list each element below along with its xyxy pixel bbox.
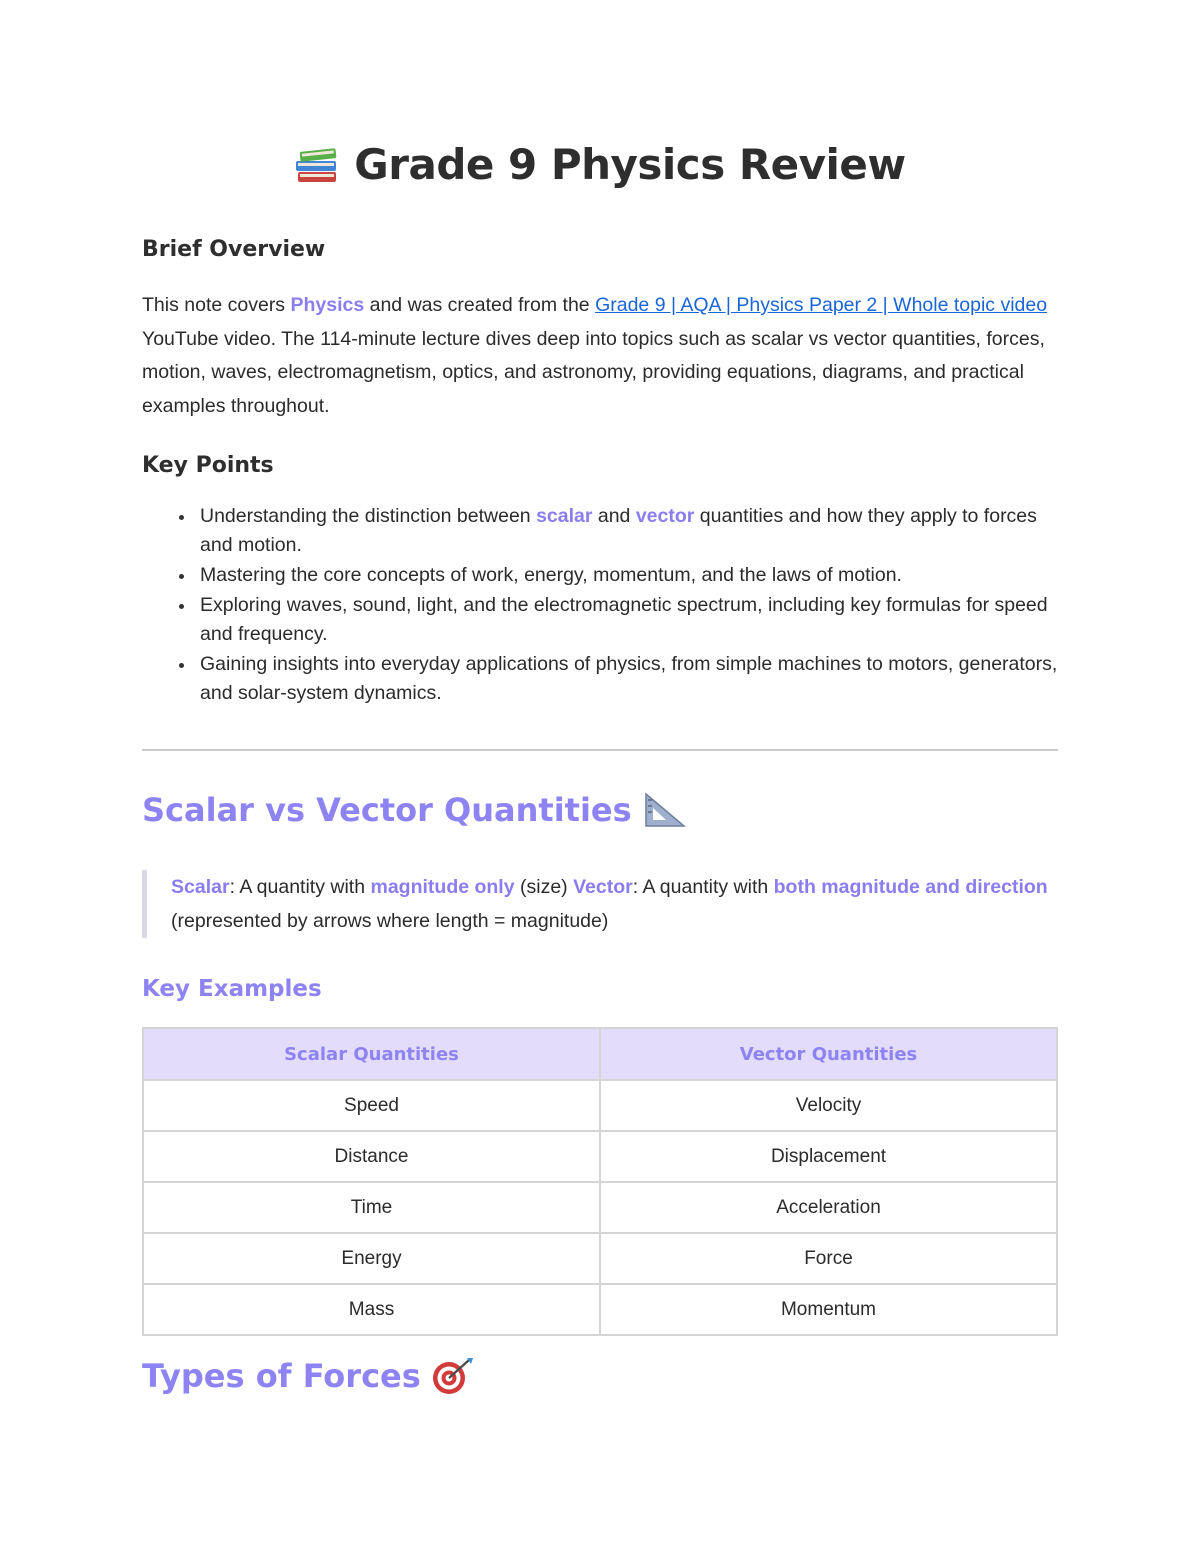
source-video-link[interactable]: Grade 9 | AQA | Physics Paper 2 | Whole topic video bbox=[595, 294, 1048, 316]
magnitude-only-highlight: magnitude only bbox=[370, 876, 515, 898]
quote-text: : A quantity with bbox=[229, 876, 371, 898]
subject-highlight: Physics bbox=[290, 294, 365, 316]
table-row bbox=[143, 1131, 1057, 1182]
section-heading-forces bbox=[142, 1356, 475, 1396]
key-points-list bbox=[142, 502, 1070, 709]
quantities-table bbox=[142, 1027, 1058, 1336]
quote-text: (represented by arrows where length = magnitude) bbox=[171, 910, 609, 932]
key-points-heading: Key Points bbox=[142, 453, 274, 478]
list-item-text: and bbox=[592, 505, 636, 527]
triangular-ruler-icon bbox=[642, 790, 688, 830]
scalar-highlight: scalar bbox=[536, 505, 593, 527]
scalar-term: Scalar bbox=[171, 876, 230, 898]
books-icon bbox=[294, 144, 340, 186]
overview-heading: Brief Overview bbox=[142, 237, 326, 262]
list-item: Exploring waves, sound, light, and the electromagnetic spectrum, including key formulas for speed and frequency. bbox=[200, 591, 1070, 649]
table-row bbox=[143, 1080, 1057, 1131]
section-heading-text: Scalar vs Vector Quantities bbox=[142, 791, 632, 829]
overview-text: YouTube video. The 114-minute lecture dives deep into topics such as scalar vs vector quantities, forces, motion, waves, electromagnetism, optics, and astronomy, providing equations, diagrams, and practical examples throughout. bbox=[142, 327, 1045, 417]
list-item: Mastering the core concepts of work, energy, momentum, and the laws of motion. bbox=[200, 561, 1070, 590]
key-examples-heading: Key Examples bbox=[142, 976, 322, 1002]
table-header-row bbox=[143, 1028, 1057, 1080]
quote-text: (size) bbox=[514, 876, 574, 898]
list-item-text: Understanding the distinction between bbox=[200, 505, 537, 527]
magnitude-direction-highlight: both magnitude and direction bbox=[773, 876, 1048, 898]
overview-text: This note covers bbox=[142, 294, 291, 316]
section-heading-scalar-vector bbox=[142, 790, 688, 830]
list-item: Gaining insights into everyday applications of physics, from simple machines to motors, generators, and solar-system dynamics. bbox=[200, 650, 1070, 708]
table-row bbox=[143, 1182, 1057, 1233]
page-title: Grade 9 Physics Review bbox=[354, 140, 906, 189]
overview-paragraph bbox=[142, 289, 1058, 423]
title-row bbox=[142, 140, 1058, 189]
table-cell: Speed bbox=[143, 1080, 600, 1131]
table-cell: Time bbox=[143, 1182, 600, 1233]
table-cell: Energy bbox=[143, 1233, 600, 1284]
table-header-scalar: Scalar Quantities bbox=[143, 1028, 600, 1080]
quote-text: : A quantity with bbox=[632, 876, 774, 898]
definition-quote bbox=[142, 870, 1058, 938]
table-cell: Distance bbox=[143, 1131, 600, 1182]
overview-text: and was created from the bbox=[364, 294, 596, 316]
table-row bbox=[143, 1233, 1057, 1284]
vector-term: Vector bbox=[573, 876, 633, 898]
target-icon bbox=[431, 1356, 475, 1396]
table-cell: Velocity bbox=[600, 1080, 1057, 1131]
list-item-text: quantities and how they apply to forces and motion. bbox=[200, 505, 1037, 556]
table-cell: Momentum bbox=[600, 1284, 1057, 1335]
table-cell: Displacement bbox=[600, 1131, 1057, 1182]
table-row bbox=[143, 1284, 1057, 1335]
table-cell: Force bbox=[600, 1233, 1057, 1284]
table-cell: Mass bbox=[143, 1284, 600, 1335]
vector-highlight: vector bbox=[635, 505, 695, 527]
list-item bbox=[200, 502, 1070, 560]
section-heading-text: Types of Forces bbox=[142, 1357, 421, 1395]
table-header-vector: Vector Quantities bbox=[600, 1028, 1057, 1080]
table-cell: Acceleration bbox=[600, 1182, 1057, 1233]
divider bbox=[142, 749, 1058, 751]
